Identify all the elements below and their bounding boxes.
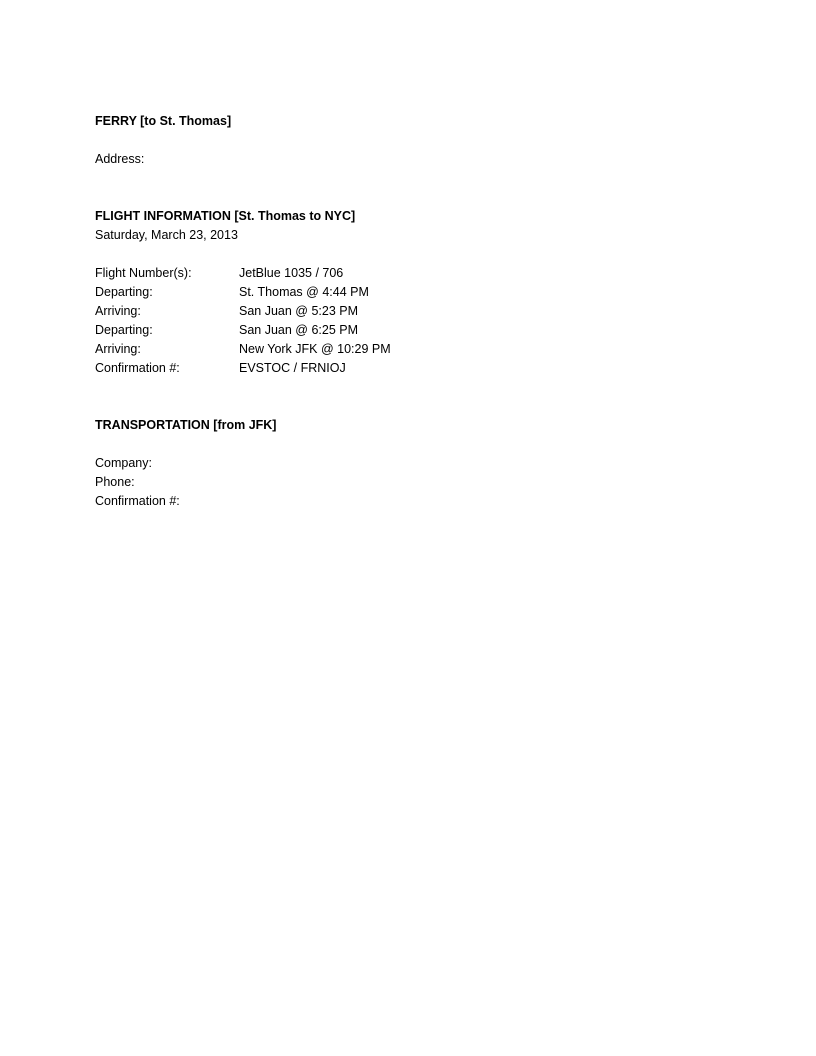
spacer xyxy=(95,435,735,454)
section-flight-information xyxy=(95,207,735,378)
section-heading-flight-information: FLIGHT INFORMATION [St. Thomas to NYC] xyxy=(95,209,356,223)
row-label-confirmation: Confirmation #: xyxy=(95,361,180,375)
section-heading-ferry: FERRY [to St. Thomas] xyxy=(95,114,232,128)
ferry-address-label: Address: xyxy=(95,152,145,166)
row-value-arriving-1: San Juan @ 5:23 PM xyxy=(239,304,359,318)
table-row xyxy=(95,283,391,302)
row-value-flight-numbers: JetBlue 1035 / 706 xyxy=(239,266,344,280)
document-body xyxy=(95,112,735,511)
spacer xyxy=(95,245,735,264)
transportation-confirmation-label: Confirmation #: xyxy=(95,494,180,508)
row-value-departing-1: St. Thomas @ 4:44 PM xyxy=(239,285,369,299)
row-label-departing-1: Departing: xyxy=(95,285,153,299)
spacer xyxy=(95,169,735,207)
table-row xyxy=(95,321,391,340)
table-row xyxy=(95,264,391,283)
row-value-confirmation: EVSTOC / FRNIOJ xyxy=(239,361,346,375)
row-label-departing-2: Departing: xyxy=(95,323,153,337)
transportation-company-label: Company: xyxy=(95,456,152,470)
spacer xyxy=(95,378,735,416)
row-label-arriving-2: Arriving: xyxy=(95,342,141,356)
table-row xyxy=(95,340,391,359)
section-ferry xyxy=(95,112,735,169)
transportation-phone-label: Phone: xyxy=(95,475,135,489)
spacer xyxy=(95,131,735,150)
table-row xyxy=(95,359,391,378)
section-transportation xyxy=(95,416,735,511)
row-label-arriving-1: Arriving: xyxy=(95,304,141,318)
flight-details-table xyxy=(95,264,391,378)
flight-date: Saturday, March 23, 2013 xyxy=(95,228,238,242)
row-value-departing-2: San Juan @ 6:25 PM xyxy=(239,323,359,337)
row-value-arriving-2: New York JFK @ 10:29 PM xyxy=(239,342,391,356)
section-heading-transportation: TRANSPORTATION [from JFK] xyxy=(95,418,277,432)
table-row xyxy=(95,302,391,321)
row-label-flight-numbers: Flight Number(s): xyxy=(95,266,192,280)
